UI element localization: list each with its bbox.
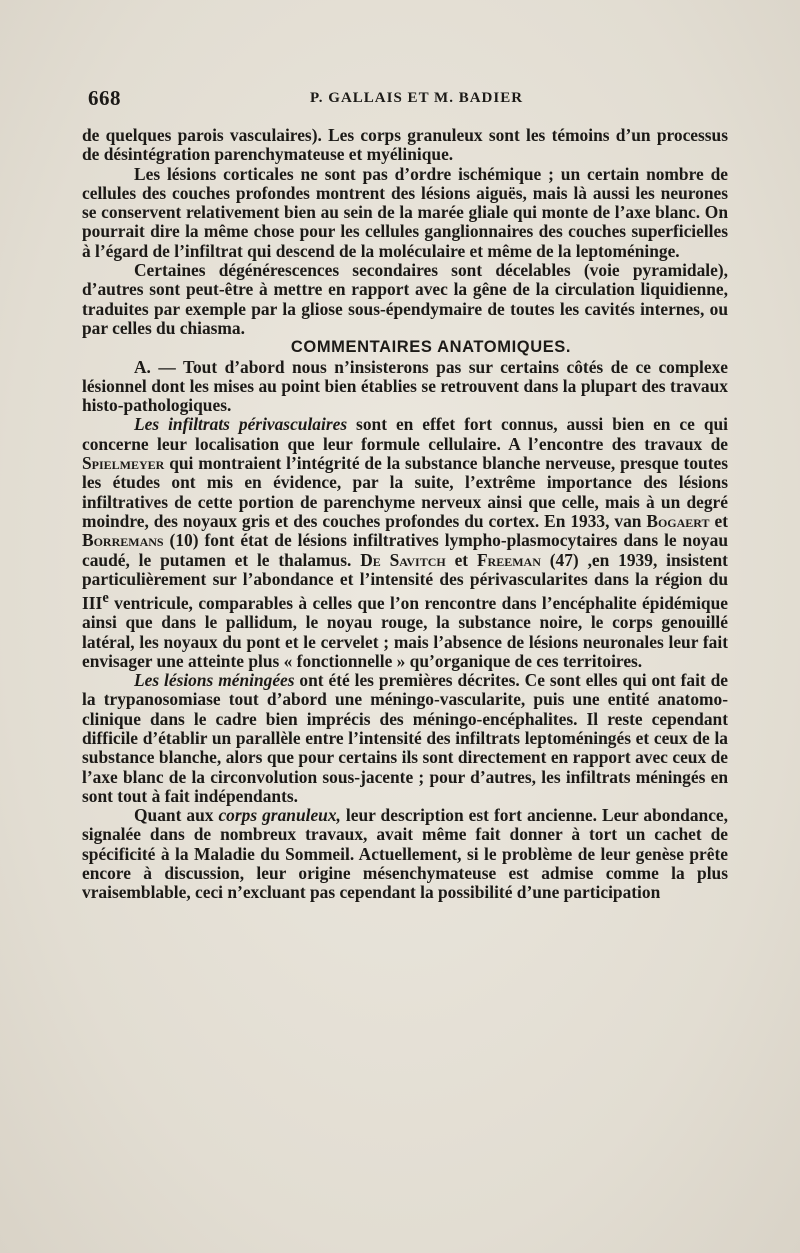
paragraph-7-text-1: Quant aux: [134, 805, 219, 826]
paragraph-6-lead: Les lésions méningées: [134, 670, 295, 691]
author-freeman: Freeman: [476, 549, 541, 570]
paragraph-7-text: leur description est fort ancienne. Leur abondance, signalée dans de nombreux travaux, avait même fait donner à tort un cachet de spécificité à la Maladie du Sommeil. Actuellement, si le problème de leur genèse prête encore à discussion, leur origine mésenchymateuse est admise comme la plus vraisemblable, ceci n’excluant pas cependant la possibilité d’une participation: [82, 805, 728, 903]
paragraph-6-text: ont été les premières décrites. Ce sont elles qui ont fait de la trypanosomiase tout d’abord une méningo-vascularite, puis une entité anatomo-clinique dans le cadre bien imprécis des méningo-encéphalites. Il reste cependant difficile d’établir un parallèle entre l’intensité des infiltrats leptoméningés et ceux de la substance blanche, alors que pour certains ils sont directement en rapport avec ceux de l’axe blanc de la circonvolution sous-jacente ; pour d’autres, les infiltrats méningés en sont tout à fait indépendants.: [82, 670, 728, 806]
paragraph-5-text-2: qui montraient l’intégrité de la substance blanche nerveuse, presque toutes les études ont mis en évidence, par la suite, l’extrême importance des lésions infiltratives de cette portion de parenchyme nerveux ainsi que celle, mais à un degré moindre, des noyaux gris et des couches profondes du cortex. En 1933, van: [82, 453, 728, 531]
paragraph-3: Certaines dégénérescences secondaires sont décelables (voie pyramidale), d’autres sont peut-être à mettre en rapport avec la gêne de la circulation liquidienne, traduites par exemple par la gliose sous-épendymaire de toutes les cavités internes, ou par celles du chiasma.: [82, 260, 728, 338]
author-de-savitch: De Savitch: [360, 549, 446, 570]
page-number: 668: [88, 86, 121, 110]
section-heading: COMMENTAIRES ANATOMIQUES.: [290, 338, 572, 357]
paragraph-2: Les lésions corticales ne sont pas d’ordre ischémique ; un certain nombre de cellules des couches profondes montrent des lésions aiguës, mais là aussi les neurones se conservent relativement bien au sein de la marée gliale qui monte de l’axe blanc. On pourrait dire la même chose pour les cellules ganglionnaires des couches superficielles à l’égard de l’infiltrat qui descend de la moléculaire et même de la leptoméninge.: [82, 163, 728, 261]
paragraph-5-text-1: sont en effet fort connus, aussi bien en ce qui concerne leur localisation que leur formule cellulaire. A l’encontre des travaux de: [82, 414, 729, 454]
running-head: P. GALLAIS ET M. BADIER: [310, 90, 524, 106]
paragraph-7-lead: corps granuleux,: [218, 805, 341, 826]
paragraph-7: [82, 806, 728, 902]
superscript-e: e: [102, 590, 109, 607]
author-spielmeyer: Spielmeyer: [82, 453, 165, 474]
paragraph-1: de quelques parois vasculaires). Les corps granuleux sont les témoins d’un processus de désintégration parenchymateuse et myélinique.: [82, 125, 728, 165]
paragraph-5-text-4: (10) font état de lésions infiltratives lympho-plasmocytaires dans le noyau caudé, le putamen et le thalamus.: [82, 530, 728, 570]
paragraph-5-text-6: (47) ,en 1939, insistent particulièrement sur l’abondance et l’intensité des périvascularites dans la région du III: [82, 549, 728, 613]
paragraph-5-lead: Les infiltrats périvasculaires: [134, 414, 348, 435]
paragraph-5-text-3: et: [709, 510, 728, 531]
paragraph-4: A. — Tout d’abord nous n’insisterons pas sur certains côtés de ce complexe lésionnel dont les mises au point bien établies se retrouvent dans la plupart des travaux histo-pathologiques.: [82, 356, 728, 416]
author-borremans: Borremans: [82, 530, 164, 551]
author-bogaert: Bogaert: [646, 510, 710, 531]
paragraph-5-text-5: et: [445, 549, 477, 570]
page-header: [88, 86, 728, 116]
paragraph-5: [82, 415, 728, 671]
paragraph-6: [82, 671, 728, 806]
paragraph-5-text-7: ventricule, comparables à celles que l’on rencontre dans l’encéphalite épidémique ainsi que dans le pallidum, le noyau rouge, la substance noire, le corps genouillé latéral, les noyaux du pont et le cervelet ; mais l’absence de lésions neuronales leur fait envisager une atteinte plus « fonctionnelle » qu’organique de ces territoires.: [82, 592, 728, 671]
body-text: [82, 126, 728, 903]
